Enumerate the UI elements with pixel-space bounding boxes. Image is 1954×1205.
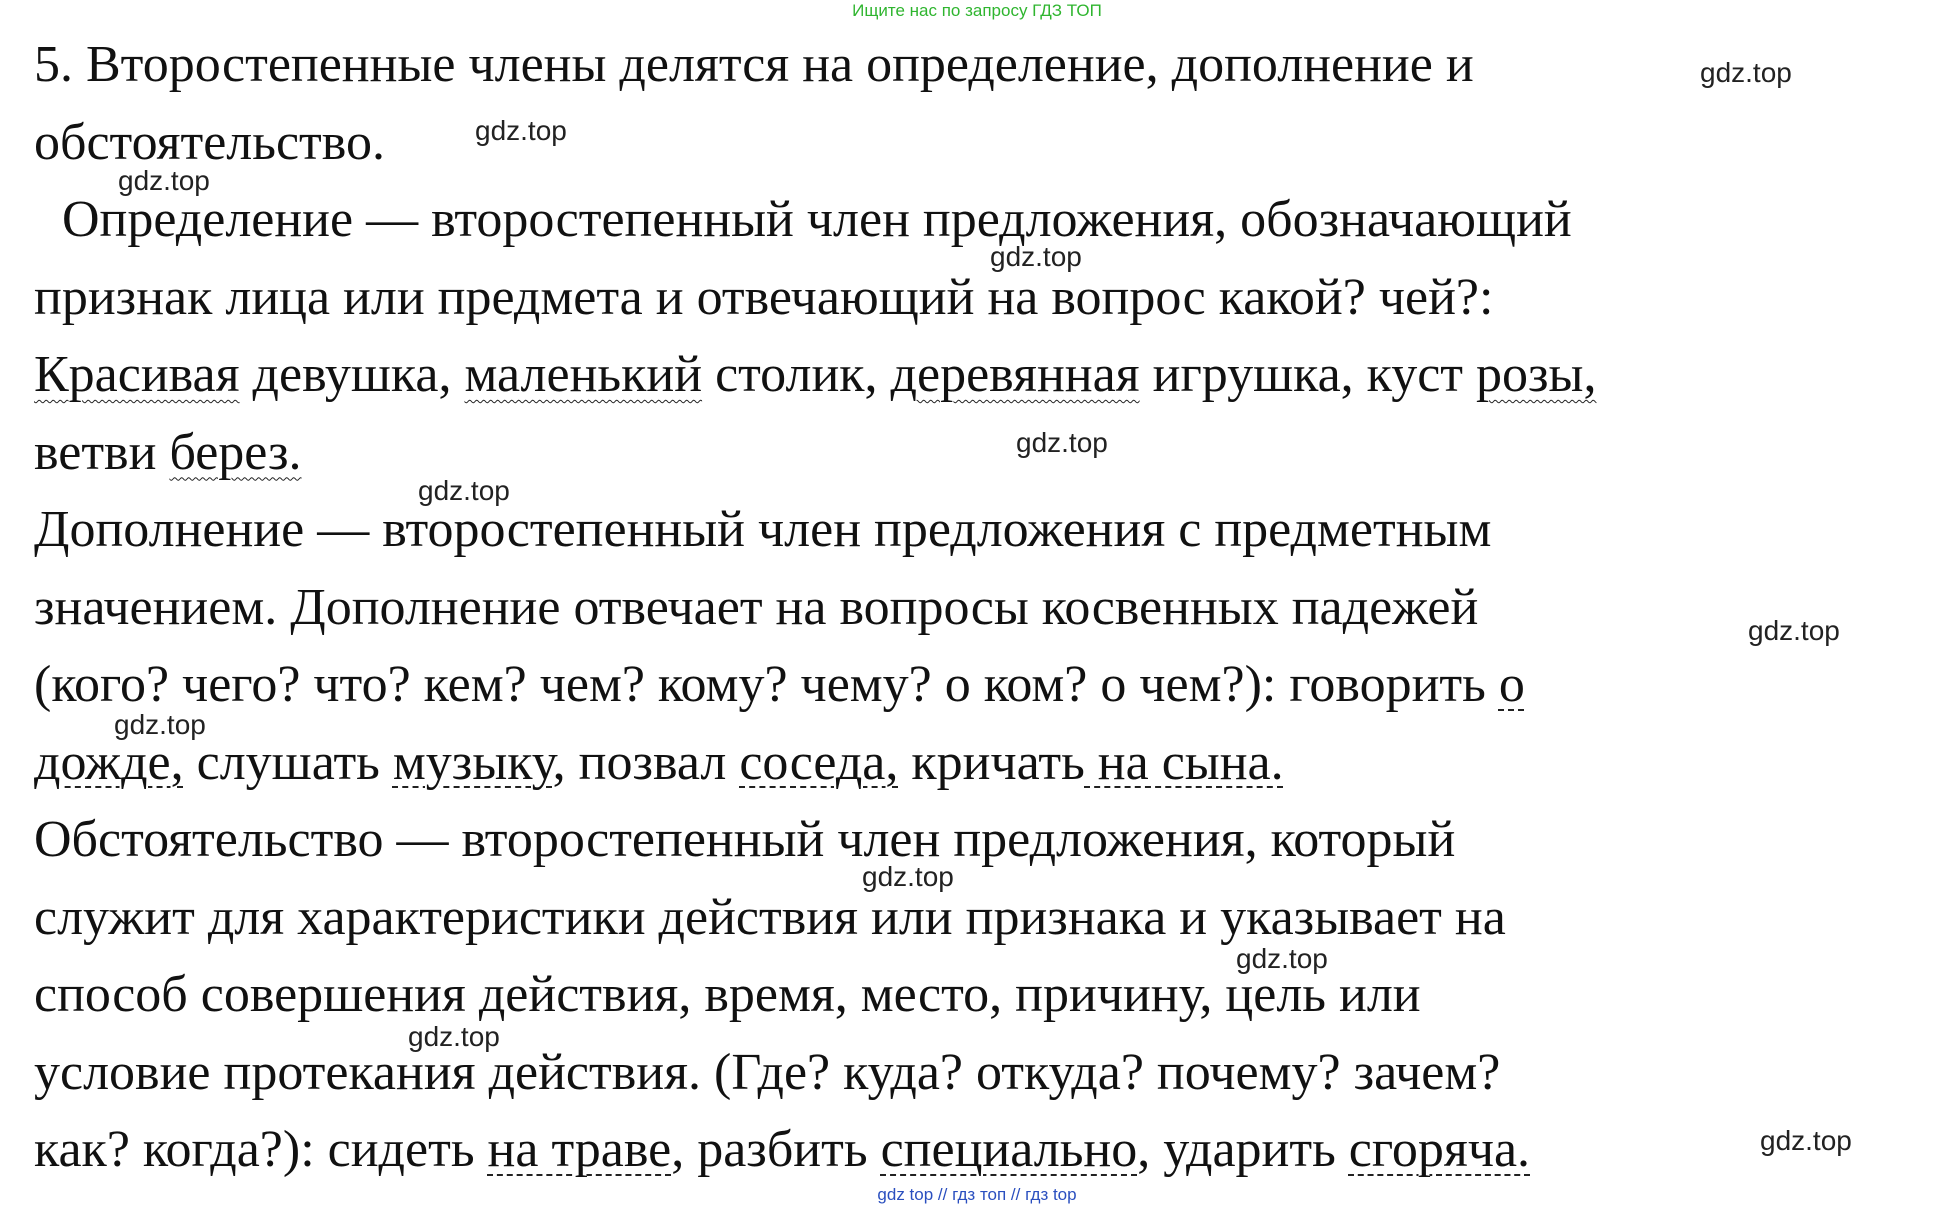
watermark: gdz.top bbox=[475, 115, 567, 146]
plain-text: , позвал bbox=[552, 733, 740, 791]
bottom-banner: gdz top // гдз топ // гдз top bbox=[877, 1185, 1077, 1204]
attribute-example: розы, bbox=[1476, 346, 1597, 403]
plain-text: (кого? чего? что? кем? чем? кому? чему? о ком? о чем?): говорить bbox=[34, 656, 1499, 713]
attribute-example: деревянная bbox=[890, 346, 1140, 403]
answer-text bbox=[34, 26, 1914, 1189]
plain-text: ветви bbox=[34, 423, 170, 481]
text-line-11: Обстоятельство — второстепенный член предложения, который bbox=[34, 811, 1456, 868]
object-example: музыку bbox=[392, 733, 553, 791]
text-line-14: условие протекания действия. (Где? куда? откуда? почему? зачем? bbox=[34, 1043, 1501, 1101]
adverbial-example: на траве bbox=[487, 1121, 672, 1178]
plain-text: как? когда?): сидеть bbox=[34, 1121, 488, 1178]
object-example: на сына. bbox=[1084, 733, 1284, 791]
watermark: gdz.top bbox=[1748, 615, 1840, 646]
text-line-1: 5. Второстепенные члены делятся на определение, дополнение и bbox=[34, 36, 1474, 93]
watermark: gdz.top bbox=[862, 861, 954, 892]
plain-text: игрушка, куст bbox=[1139, 346, 1477, 403]
text-line-8: значением. Дополнение отвечает на вопросы косвенных падежей bbox=[34, 578, 1479, 636]
adverbial-example: специально bbox=[880, 1121, 1138, 1178]
watermark: gdz.top bbox=[408, 1021, 500, 1052]
text-line-10 bbox=[34, 724, 1914, 802]
top-banner: Ищите нас по запросу ГДЗ ТОП bbox=[852, 1, 1102, 20]
definition-term-sentence: Определение — второстепенный член предложения, обозначающий bbox=[62, 191, 1572, 248]
text-line-3 bbox=[34, 181, 1914, 259]
text-line-7: Дополнение — второстепенный член предложения с предметным bbox=[34, 501, 1492, 558]
attribute-example: Красивая bbox=[34, 346, 240, 403]
plain-text: , ударить bbox=[1137, 1121, 1349, 1178]
text-line-15 bbox=[34, 1111, 1914, 1189]
text-line-9 bbox=[34, 646, 1914, 724]
watermark: gdz.top bbox=[1236, 943, 1328, 974]
adverbial-example: сгоряча. bbox=[1348, 1121, 1531, 1178]
watermark: gdz.top bbox=[1700, 57, 1792, 88]
plain-text: кричать bbox=[898, 733, 1085, 791]
plain-text: столик, bbox=[702, 346, 891, 403]
text-line-13: способ совершения действия, время, место, причину, цель или bbox=[34, 966, 1421, 1023]
watermark: gdz.top bbox=[118, 165, 210, 196]
plain-text: , разбить bbox=[671, 1121, 881, 1178]
attribute-example: маленький bbox=[464, 346, 703, 403]
watermark: gdz.top bbox=[1760, 1125, 1852, 1156]
object-example: о bbox=[1498, 656, 1525, 713]
watermark: gdz.top bbox=[1016, 427, 1108, 458]
text-line-6 bbox=[34, 414, 1914, 492]
text-line-12: служит для характеристики действия или признака и указывает на bbox=[34, 888, 1506, 946]
plain-text: девушка, bbox=[239, 346, 465, 403]
watermark: gdz.top bbox=[418, 475, 510, 506]
object-example: дожде, bbox=[34, 733, 184, 791]
watermark: gdz.top bbox=[114, 709, 206, 740]
attribute-example: берез. bbox=[169, 423, 302, 481]
text-line-4: признак лица или предмета и отвечающий на вопрос какой? чей?: bbox=[34, 268, 1494, 326]
watermark: gdz.top bbox=[990, 241, 1082, 272]
text-line-5 bbox=[34, 336, 1914, 414]
plain-text: слушать bbox=[183, 733, 393, 791]
object-example: соседа, bbox=[739, 733, 899, 791]
text-line-2: обстоятельство. bbox=[34, 113, 385, 171]
